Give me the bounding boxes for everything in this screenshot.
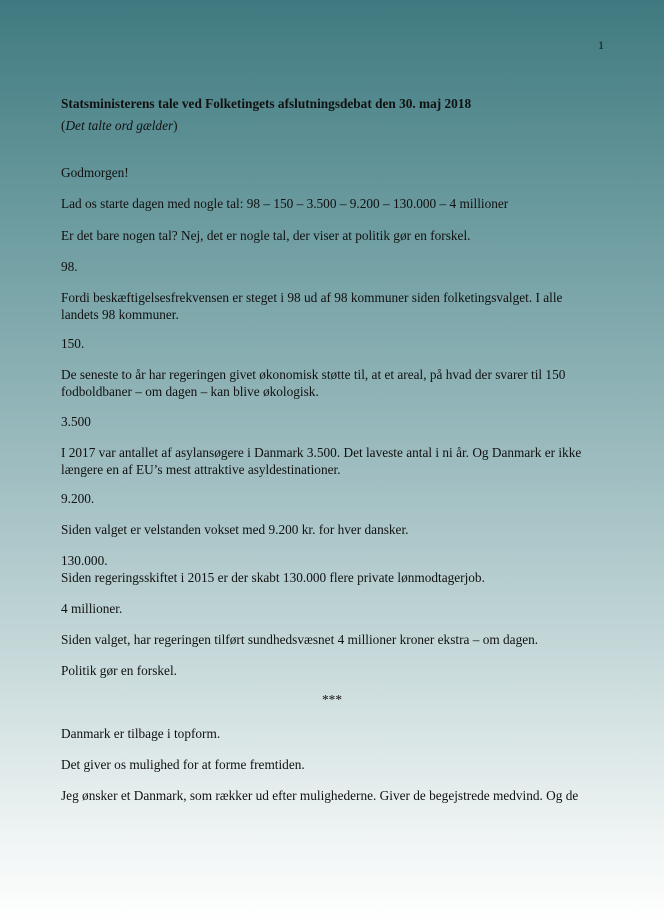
paragraph: fodboldbaner – om dagen – kan blive økologisk.	[61, 384, 319, 399]
paragraph: Det giver os mulighed for at forme fremtiden.	[61, 757, 305, 772]
paragraph: Siden regeringsskiftet i 2015 er der skabt 130.000 flere private lønmodtagerjob.	[61, 570, 485, 585]
section-separator: ***	[322, 692, 342, 707]
speech-title: Statsministerens tale ved Folketingets afslutningsdebat den 30. maj 2018	[61, 96, 472, 111]
paragraph: De seneste to år har regeringen givet økonomisk støtte til, at et areal, på hvad der svarer til 150	[61, 367, 566, 382]
paragraph: 98.	[61, 259, 78, 274]
paragraph: landets 98 kommuner.	[61, 307, 179, 322]
paragraph: Jeg ønsker et Danmark, som rækker ud efter mulighederne. Giver de begejstrede medvind. Og de	[61, 788, 579, 803]
paragraph: Godmorgen!	[61, 165, 129, 180]
subtitle-open-paren: (	[61, 118, 66, 133]
paragraph: Er det bare nogen tal? Nej, det er nogle tal, der viser at politik gør en forskel.	[61, 228, 471, 243]
page-number: 1	[598, 38, 604, 52]
paragraph: længere en af EU’s mest attraktive asyldestinationer.	[61, 462, 341, 477]
speech-subtitle	[61, 117, 621, 134]
paragraph: Lad os starte dagen med nogle tal: 98 – 150 – 3.500 – 9.200 – 130.000 – 4 millioner	[61, 196, 509, 211]
paragraph: Fordi beskæftigelsesfrekvensen er steget i 98 ud af 98 kommuner siden folketingsvalget. I alle	[61, 290, 563, 305]
paragraph: Politik gør en forskel.	[61, 663, 177, 678]
paragraph: I 2017 var antallet af asylansøgere i Danmark 3.500. Det laveste antal i ni år. Og Danmark er ikke	[61, 445, 582, 460]
paragraph: 150.	[61, 336, 85, 351]
paragraph: Siden valget er velstanden vokset med 9.200 kr. for hver dansker.	[61, 522, 409, 537]
paragraph: 4 millioner.	[61, 601, 123, 616]
subtitle-close-paren: )	[173, 118, 178, 133]
paragraph: Danmark er tilbage i topform.	[61, 726, 221, 741]
subtitle-text: Det talte ord gælder	[65, 118, 174, 133]
paragraph: 9.200.	[61, 491, 95, 506]
paragraph: 130.000.	[61, 553, 108, 568]
paragraph: 3.500	[61, 414, 91, 429]
paragraph: Siden valget, har regeringen tilført sundhedsvæsnet 4 millioner kroner ekstra – om dagen.	[61, 632, 539, 647]
